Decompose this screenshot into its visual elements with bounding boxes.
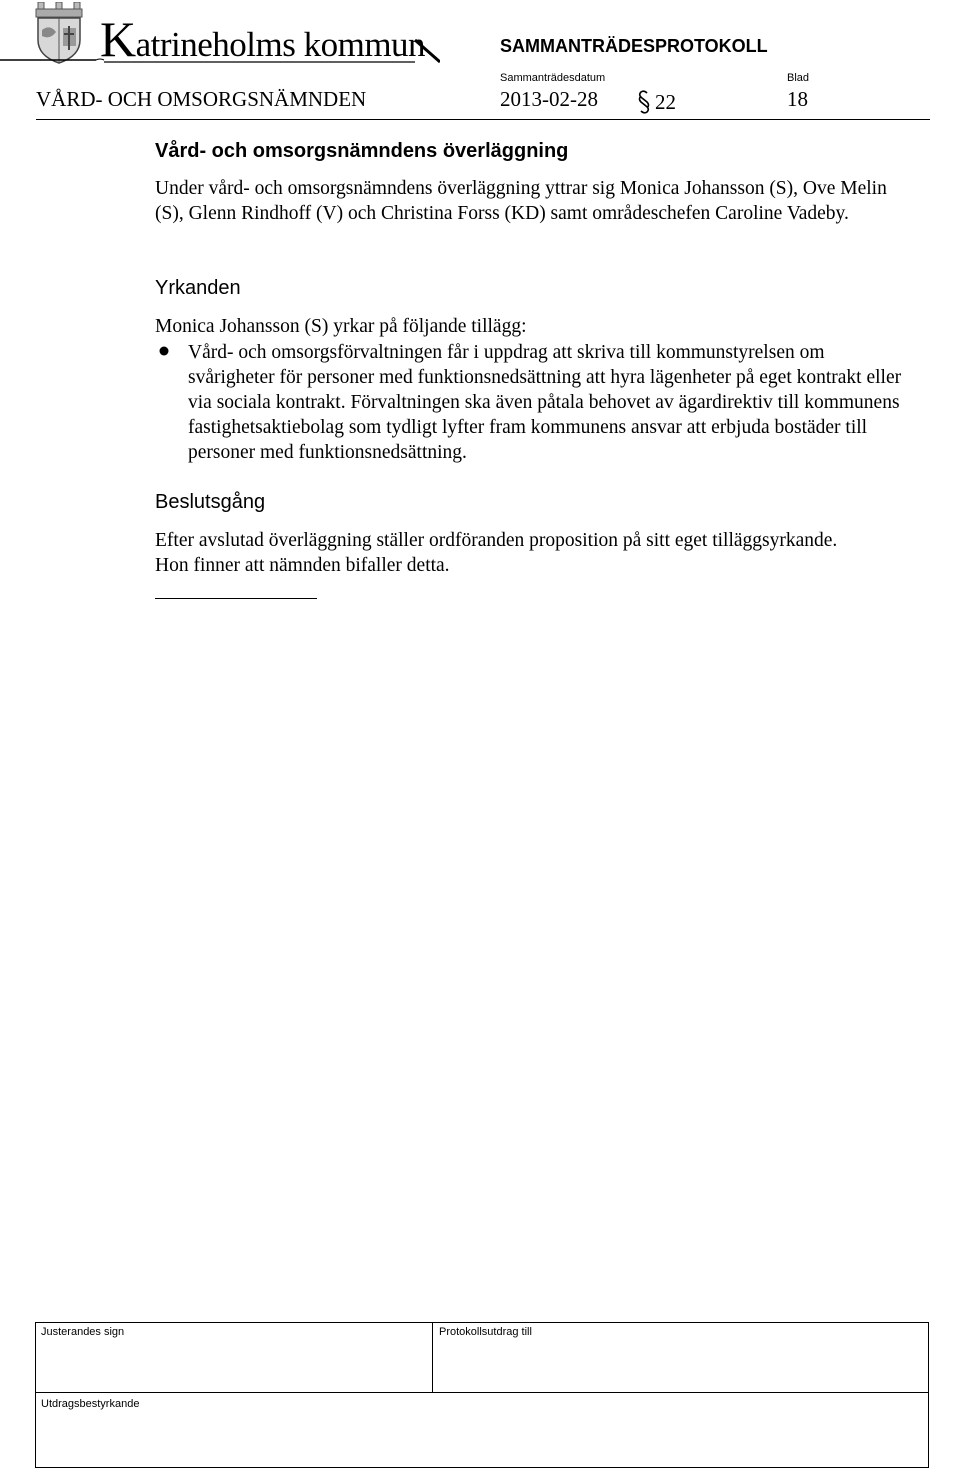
adjuster-signature-label: Justerandes sign xyxy=(41,1326,125,1338)
sheet-caption: Blad xyxy=(787,72,810,84)
section-end-rule xyxy=(155,598,317,599)
decision-paragraph: Efter avslutad överläggning ställer ordföranden proposition på sitt eget tilläggsyrkande. Hon finner att nämnden bifaller detta. xyxy=(155,530,838,576)
municipality-name: atrineholms kommun xyxy=(135,25,426,64)
document-type: SAMMANTRÄDESPROTOKOLL xyxy=(500,36,768,56)
deliberation-paragraph: Under vård- och omsorgsnämndens överläggning yttrar sig Monica Johansson (S), Ove Melin (S), Glenn Rindhoff (V) och Christina Forss (KD) samt områdeschefen Caroline Vadeby. xyxy=(155,178,887,224)
signature-box xyxy=(35,1322,929,1468)
paragraph-number: 22 xyxy=(655,90,676,114)
header-divider xyxy=(36,119,930,120)
meeting-date: 2013-02-28 xyxy=(500,87,598,111)
extract-recipients-label: Protokollsutdrag till xyxy=(439,1326,532,1338)
motion-intro: Monica Johansson (S) yrkar på följande tillägg: xyxy=(155,316,527,337)
committee-name: VÅRD- OCH OMSORGSNÄMNDEN xyxy=(36,87,367,111)
bullet-icon xyxy=(159,346,169,356)
deliberation-heading: Vård- och omsorgsnämndens överläggning xyxy=(155,140,569,162)
logo-underline-swoosh xyxy=(0,0,440,70)
motions-heading: Yrkanden xyxy=(155,277,241,299)
signature-box-column-divider xyxy=(432,1322,433,1393)
motion-bullet-item: Vård- och omsorgsförvaltningen får i uppdrag att skriva till kommunstyrelsen om svårigheter för personer med funktionsnedsättning att hyra lägenheter på eget kontrakt eller via sociala kontrakt. Förvaltningen ska även påtala behovet av ägardirektiv till kommunens fastighetsaktiebolag som tydligt lyfter fram kommunens ansvar att erbjuda bostäder till personer med funktionsnedsättning. xyxy=(188,342,902,463)
signature-box-row-divider xyxy=(35,1392,929,1393)
meeting-date-caption: Sammanträdesdatum xyxy=(500,72,606,84)
municipality-initial: K xyxy=(100,11,136,67)
extract-certification-label: Utdragsbestyrkande xyxy=(41,1398,140,1410)
sheet-number: 18 xyxy=(787,87,808,111)
section-sign-icon xyxy=(636,90,652,114)
decision-heading: Beslutsgång xyxy=(155,491,266,513)
